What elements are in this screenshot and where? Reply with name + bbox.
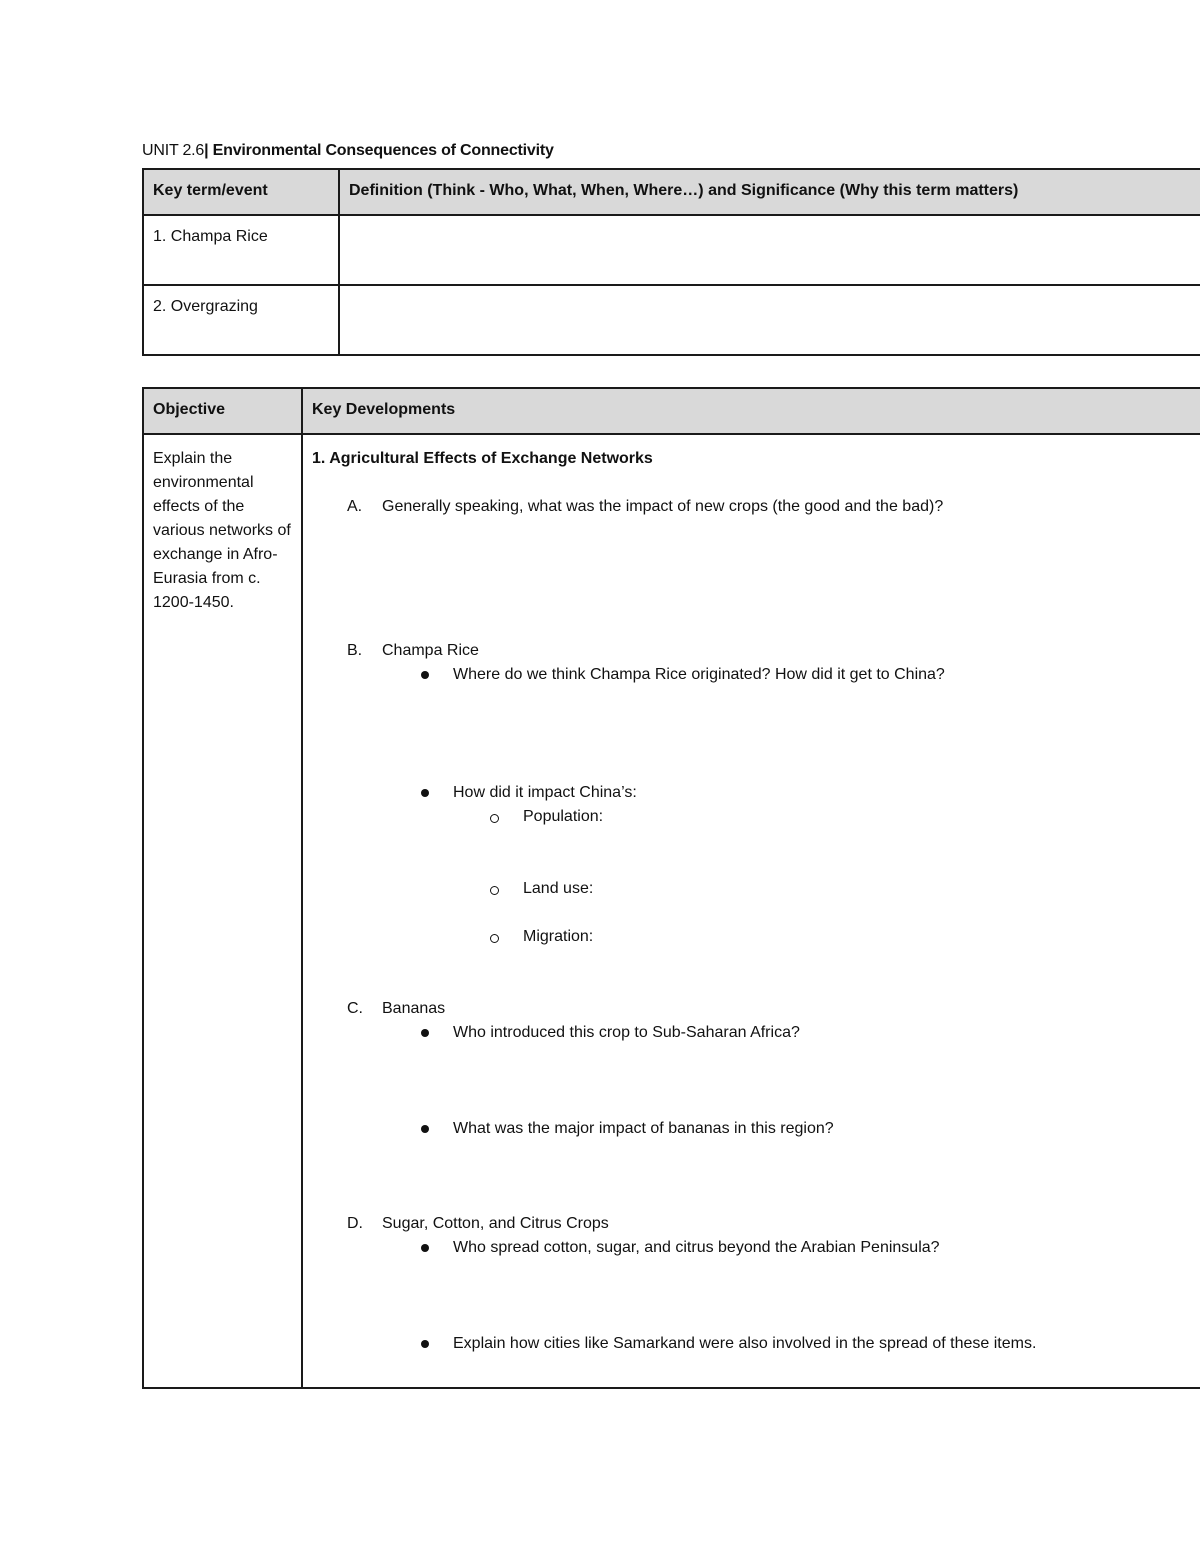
item-b-heading: Champa Rice [382,642,479,659]
table-row [143,215,1200,285]
question-b1: Where do we think Champa Rice originated? How did it get to China? [453,666,945,683]
question-d2: Explain how cities like Samarkand were also involved in the spread of these items. [453,1335,1037,1352]
bullet-icon [421,1244,429,1252]
table-row [143,434,1200,1388]
bullet-icon [421,1029,429,1037]
developments-cell[interactable] [302,434,1200,1388]
item-d-heading: Sugar, Cotton, and Citrus Crops [382,1215,609,1232]
bullet-icon [421,1340,429,1348]
question-a: Generally speaking, what was the impact of new crops (the good and the bad)? [382,498,944,515]
list-marker-c: C. [347,1000,363,1017]
question-b2: How did it impact China’s: [453,784,637,801]
definition-column-header: Definition (Think - Who, What, When, Where…) and Significance (Why this term matters) [339,169,1200,215]
developments-header-row [143,388,1200,434]
question-d1: Who spread cotton, sugar, and citrus beyond the Arabian Peninsula? [453,1239,940,1256]
page-title [142,142,554,160]
section-title: 1. Agricultural Effects of Exchange Networks [312,450,653,467]
sub-question-land-use: Land use: [523,880,594,897]
bullet-icon [421,671,429,679]
bullet-icon [421,789,429,797]
developments-column-header: Key Developments [302,388,1200,434]
circle-bullet-icon [490,814,499,823]
objective-column-header: Objective [143,388,302,434]
list-marker-d: D. [347,1215,363,1232]
unit-label: UNIT 2.6 [142,142,205,159]
definition-cell[interactable] [339,215,1200,285]
sub-question-population: Population: [523,808,604,825]
key-developments-table [142,387,1200,1389]
terms-header-row [143,169,1200,215]
circle-bullet-icon [490,886,499,895]
sub-question-migration: Migration: [523,928,594,945]
objective-text: Explain the environmental effects of the various networks of exchange in Afro-Eurasia from c. 1200-1450. [153,450,291,611]
circle-bullet-icon [490,934,499,943]
objective-cell [143,434,302,1388]
list-marker-a: A. [347,498,363,515]
table-row [143,285,1200,355]
bullet-icon [421,1125,429,1133]
term-cell: 2. Overgrazing [143,285,339,355]
question-c1: Who introduced this crop to Sub-Saharan Africa? [453,1024,800,1041]
question-c2: What was the major impact of bananas in this region? [453,1120,834,1137]
term-cell: 1. Champa Rice [143,215,339,285]
term-column-header: Key term/event [143,169,339,215]
developments-content [303,435,1200,1387]
definition-cell[interactable] [339,285,1200,355]
item-c-heading: Bananas [382,1000,446,1017]
list-marker-b: B. [347,642,363,659]
unit-name: Environmental Consequences of Connectivity [212,142,554,159]
key-terms-table [142,168,1200,356]
title-separator: | [204,142,209,159]
